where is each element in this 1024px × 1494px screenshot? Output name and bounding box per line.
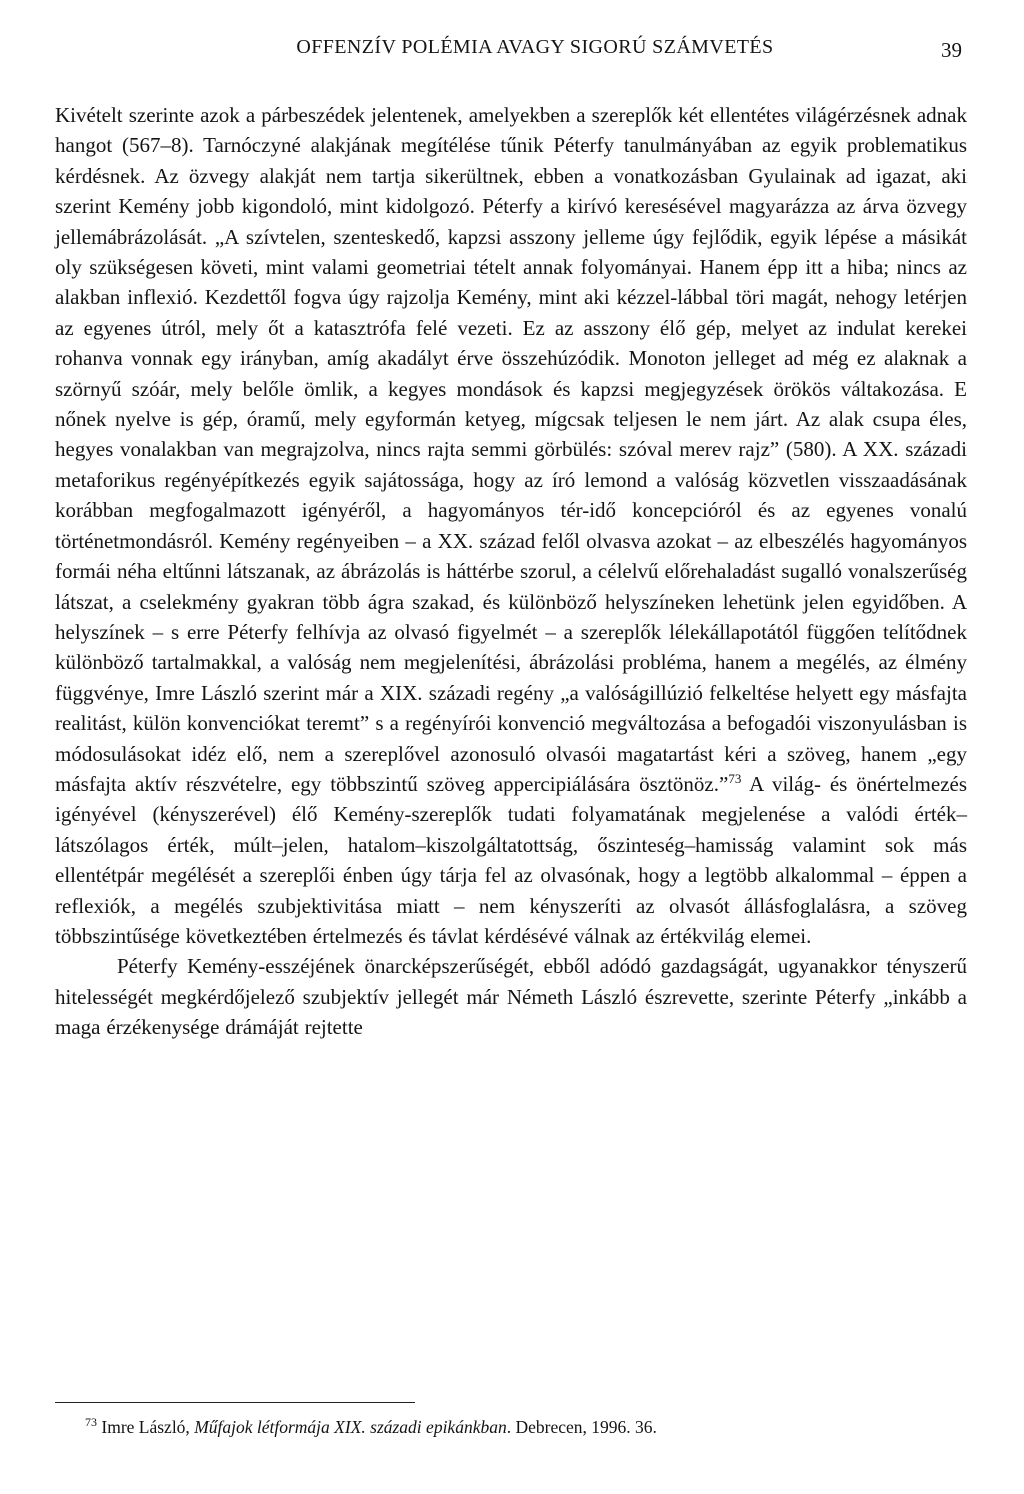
footnote-divider bbox=[55, 1402, 415, 1403]
paragraph-1-text: Kivételt szerinte azok a párbeszédek jelentenek, amelyekben a szereplők két ellentétes világérzésnek adnak hangot (567–8). Tarnóczyné alakjának megítélése tűnik Péterfy tanulmányában az egyik problematikus kérdésnek. Az özvegy alakját nem tartja sikerültnek, ebben a vonatkozásban Gyulainak ad igazat, aki szerint Kemény jobb kigondoló, mint kidolgozó. Péterfy a kirívó keresésével magyarázza az árva özvegy jellemábrázolását. „A szívtelen, szenteskedő, kapzsi asszony jelleme úgy fejlődik, egyik lépése a másikát oly szükségesen követi, mint valami geometriai tételt annak folyományai. Hanem épp itt a hiba; nincs az alakban inflexió. Kezdettől fogva úgy rajzolja Kemény, mint aki kézzel-lábbal töri magát, nehogy letérjen az egyenes útról, mely őt a katasztrófa felé vezeti. Ez az asszony élő gép, melyet az indulat kerekei rohanva vonnak egy irányban, amíg akadályt érve összehúzódik. Monoton jelleget ad még ez alaknak a szörnyű szóár, mely belőle ömlik, a kegyes mondások és kapzsi megjegyzések örökös váltakozása. E nőnek nyelve is gép, óramű, mely egyformán ketyeg, mígcsak teljesen le nem járt. Az alak csupa éles, hegyes vonalakban van megrajzolva, nincs rajta semmi görbülés: szóval merev rajz” (580). A XX. századi metaforikus regényépítkezés egyik sajátossága, hogy az író lemond a valóság közvetlen visszaadásának korábban megfogalmazott igényéről, a hagyományos tér-idő koncepcióról és az egyenes vonalú történetmondásról. Kemény regényeiben – a XX. század felől olvasva azokat – az elbeszélés hagyományos formái néha eltűnni látszanak, az ábrázolás is háttérbe szorul, a célelvű előrehaladást sugalló vonalszerűség látszat, a cselekmény gyakran több ágra szakad, és különböző helyszíneken lehetünk jelen egyidőben. A helyszínek – s erre Péterfy felhívja az olvasó figyelmét – a szereplők lélekállapotától függően telítődnek különböző tartalmakkal, a valóság nem megjelenítési, ábrázolási probléma, hanem a megélés, az élmény függvénye, Imre László szerint már a XIX. századi regény „a valóságillúzió felkeltése helyett egy másfajta realitást, külön konvenciókat teremt” s a regényírói konvenció megváltozása a befogadói viszonyulásban is módosulásokat idéz elő, nem a szereplővel azonosuló olvasói magatartást kéri a szöveg, hanem „egy másfajta aktív részvételre, egy többszintű szöveg appercipiálására ösztönöz.” bbox=[55, 103, 967, 796]
footnote-number: 73 bbox=[85, 1415, 97, 1429]
book-page bbox=[55, 0, 967, 1494]
main-text bbox=[55, 100, 967, 1043]
paragraph-1 bbox=[55, 100, 967, 951]
footnote-title: Műfajok létformája XIX. századi epikánkban bbox=[194, 1416, 507, 1437]
footnote-rest: . Debrecen, 1996. 36. bbox=[506, 1416, 657, 1437]
page-number: 39 bbox=[941, 38, 962, 62]
running-header: OFFENZÍV POLÉMIA AVAGY SIGORÚ SZÁMVETÉS bbox=[296, 36, 774, 58]
footnote-reference: 73 bbox=[728, 770, 742, 786]
paragraph-2: Péterfy Kemény-esszéjének önarcképszerűségét, ebből adódó gazdagságát, ugyanakkor tényszerű hitelességét megkérdőjelező szubjektív jellegét már Németh László észrevette, szerinte Péterfy „inkább a maga érzékenysége drámáját rejtette bbox=[55, 954, 967, 1040]
paragraph-1-continuation: A világ- és önértelmezés igényével (kényszerével) élő Kemény-szereplők tudati folyamatának megjelenése a valódi érték–látszólagos érték, múlt–jelen, hatalom–kiszolgáltatottság, őszinteség–hamisság valamint sok más ellentétpár megélését a szereplői énben úgy tárja fel az olvasónak, hogy a legtöbb alkalommal – éppen a reflexiók, a megélés szubjektivitása miatt – nem kényszeríti az olvasót állásfoglalásra, a szöveg többszintűsége következtében értelmezés és távlat kérdésévé válnak az értékvilág elemei. bbox=[55, 771, 968, 948]
footnote bbox=[85, 1410, 945, 1439]
footnote-author: Imre László, bbox=[101, 1416, 195, 1437]
